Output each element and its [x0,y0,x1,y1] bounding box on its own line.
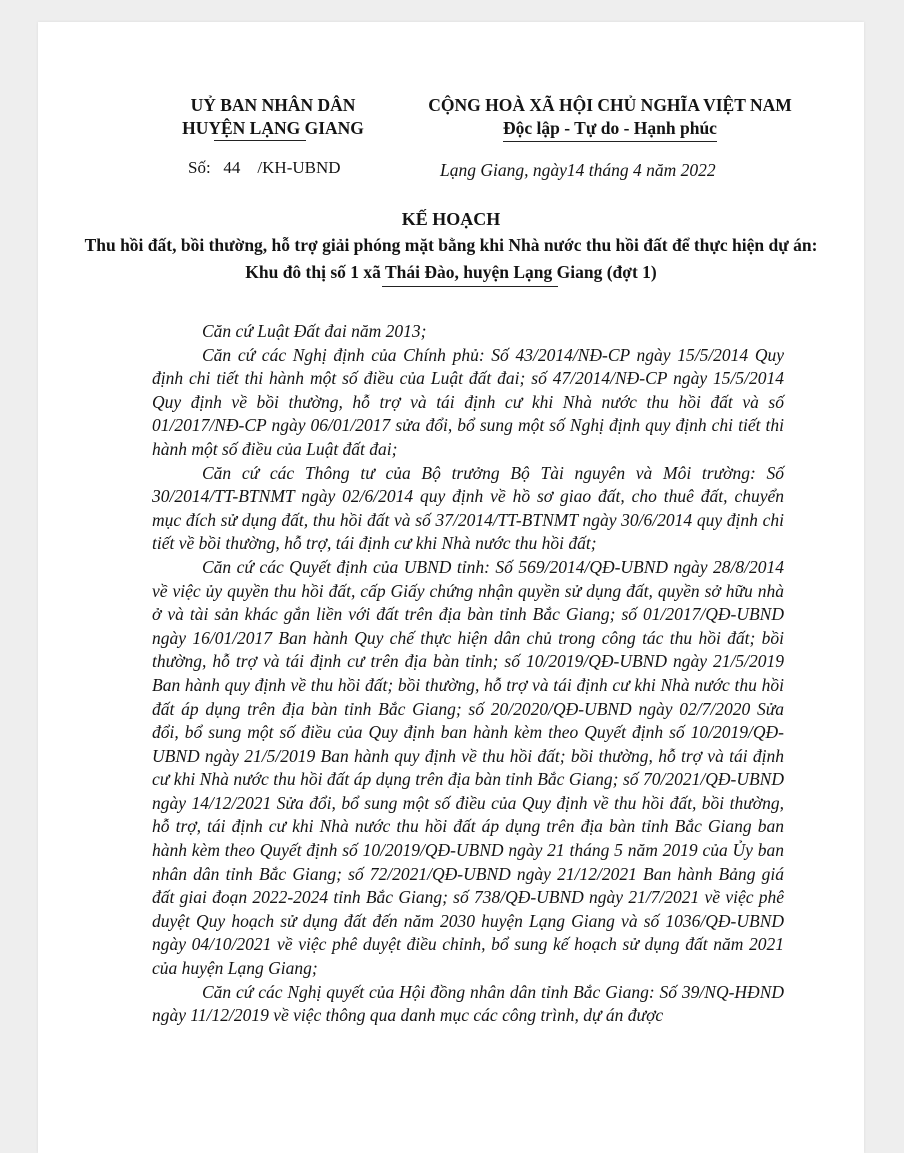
place-and-date: Lạng Giang, ngày14 tháng 4 năm 2022 [440,160,716,180]
document-body [152,320,784,1028]
document-subtitle: Thu hồi đất, bồi thường, hỗ trợ giải phóng mặt bằng khi Nhà nước thu hồi đất để thực hiện dự án: Khu đô thị số 1 xã Thái Đào, huyện Lạng Giang (đợt 1) [84,235,818,282]
body-paragraph: Căn cứ các Nghị định của Chính phủ: Số 43/2014/NĐ-CP ngày 15/5/2014 Quy định chi tiết thi hành một số điều của Luật đất đai; số 47/2014/NĐ-CP ngày 15/5/2014 Quy định về bồi thường, hỗ trợ và tái định cư khi Nhà nước thu hồi đất và số 01/2017/NĐ-CP ngày 06/01/2017 sửa đổi, bổ sung một số Nghị định quy định chi tiết thi hành một số điều của Luật đất đai; [152,344,784,459]
authority-line-1: UỶ BAN NHÂN DÂN [190,95,356,115]
authority-underline [214,140,306,141]
issuing-authority [158,94,388,140]
national-header [400,94,820,142]
body-paragraph: Căn cứ các Nghị quyết của Hội đồng nhân dân tỉnh Bắc Giang: Số 39/NQ-HĐND ngày 11/12/2019 về việc thông qua danh mục các công trình, dự án được [152,981,784,1026]
body-paragraph: Căn cứ các Quyết định của UBND tỉnh: Số 569/2014/QĐ-UBND ngày 28/8/2014 về việc ủy quyền thu hồi đất, cấp Giấy chứng nhận quyền sử dụng đất, quyền sở hữu nhà ở và tài sản khác gắn liền với đất trên địa bàn tỉnh Bắc Giang; số 01/2017/QĐ-UBND ngày 16/01/2017 Ban hành Quy chế thực hiện dân chủ trong công tác thu hồi đất; bồi thường, hỗ trợ và tái định cư trên địa bàn tỉnh; số 10/2019/QĐ-UBND ngày 21/5/2019 Ban hành quy định về thu hồi đất; bồi thường, hỗ trợ và tái định cư khi Nhà nước thu hồi đất áp dụng trên địa bàn tỉnh Bắc Giang; số 20/2020/QĐ-UBND ngày 02/7/2020 Sửa đổi, bổ sung một số điều của Quy định ban hành kèm theo Quyết định số 10/2019/QĐ-UBND ngày 21/5/2019 Ban hành quy định về thu hồi đất; bồi thường, hỗ trợ và tái định cư khi Nhà nước thu hồi đất áp dụng trên địa bàn tỉnh Bắc Giang; số 70/2021/QĐ-UBND ngày 14/12/2021 Sửa đổi, bổ sung một số điều của Quy định về thu hồi đất, bồi thường, hỗ trợ, tái định cư khi Nhà nước thu hồi đất áp dụng trên địa bàn tỉnh Bắc Giang ban hành kèm theo Quyết định số 10/2019/QĐ-UBND ngày 21 tháng 5 năm 2019 của Ủy ban nhân dân tỉnh Bắc Giang; số 72/2021/QĐ-UBND ngày 21/12/2021 Ban hành Bảng giá đất giai đoạn 2022-2024 tỉnh Bắc Giang; số 738/QĐ-UBND ngày 21/7/2021 về việc phê duyệt Quy hoạch sử dụng đất đến năm 2030 huyện Lạng Giang và số 1036/QĐ-UBND ngày 04/10/2021 về việc phê duyệt điều chỉnh, bổ sung kế hoạch sử dụng đất năm 2021 của huyện Lạng Giang; [152,556,784,979]
document-page [38,22,864,1153]
body-paragraph: Căn cứ Luật Đất đai năm 2013; [202,321,427,341]
document-number: Số: 44 /KH-UBND [188,158,341,177]
national-name: CỘNG HOÀ XÃ HỘI CHỦ NGHĨA VIỆT NAM [428,95,792,115]
national-motto: Độc lập - Tự do - Hạnh phúc [503,117,717,142]
document-title: KẾ HOẠCH [401,209,501,229]
subtitle-underline [382,286,558,287]
body-paragraph: Căn cứ các Thông tư của Bộ trưởng Bộ Tài nguyên và Môi trường: Số 30/2014/TT-BTNMT ngày 02/6/2014 quy định về hồ sơ giao đất, cho thuê đất, chuyển mục đích sử dụng đất, thu hồi đất và số 37/2014/TT-BTNMT ngày 30/6/2014 quy định chi tiết về bồi thường, hỗ trợ, tái định cư khi Nhà nước thu hồi đất; [152,462,784,554]
authority-line-2: HUYỆN LẠNG GIANG [182,118,364,138]
